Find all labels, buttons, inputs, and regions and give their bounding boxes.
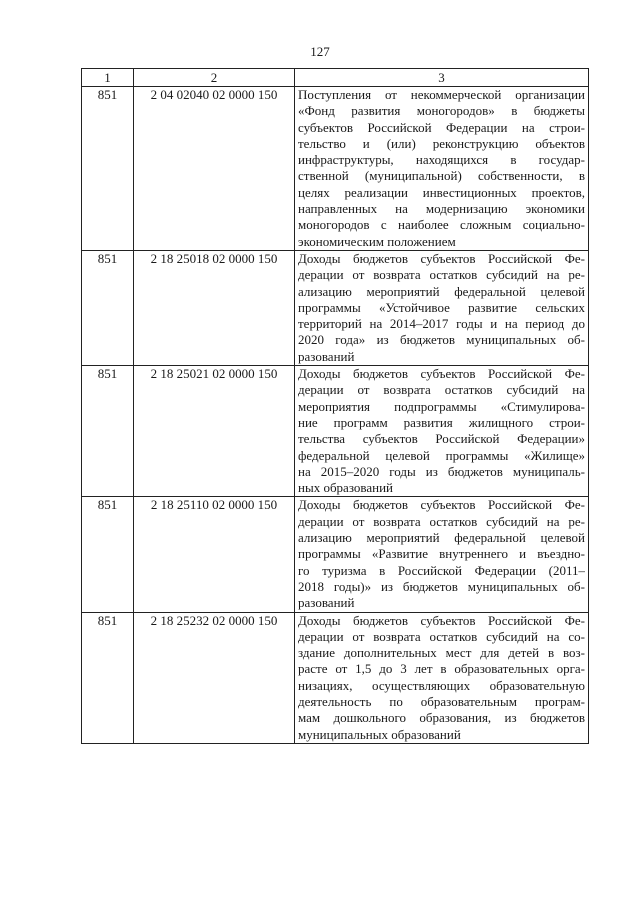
table-row [82,612,589,743]
description-line: «Фонд развития моногородов» в бюджеты [298,103,585,119]
description-line: инфраструктуры, находящихся в государ- [298,152,585,168]
table-row [82,250,589,365]
description-line: здание дополнительных мест для детей в воз- [298,645,585,661]
description-line: целях реализации инвестиционных проектов, [298,184,585,200]
description-line: территорий на 2014–2017 годы и на период до [298,316,585,332]
description-line: субъектов Российской Федерации на строи- [298,119,585,135]
description-line: ственной (муниципальной) собственности, в [298,168,585,184]
budget-income-table [81,68,589,744]
description-line: тельство и (или) реконструкцию объектов [298,135,585,151]
income-code-cell: 2 18 25110 02 0000 150 [134,497,295,612]
description-line: ализацию мероприятий федеральной целевой [298,530,585,546]
admin-code-cell: 851 [82,87,134,251]
income-description-cell [295,497,589,612]
description-line: программы «Устойчивое развитие сельских [298,299,585,315]
description-line: ние программ развития жилищного строи- [298,414,585,430]
description-line: дерации от возврата остатков субсидий на со- [298,628,585,644]
description-line: разований [298,348,355,364]
description-line: низациях, осуществляющих образовательную [298,677,585,693]
description-line: 2018 годы)» из бюджетов муниципальных об- [298,578,585,594]
table-body [82,87,589,744]
description-line: 2020 года» из бюджетов муниципальных об- [298,332,585,348]
description-line: расте от 1,5 до 3 лет в образовательных орга- [298,661,585,677]
column-header-1: 1 [82,69,134,87]
income-code-cell: 2 18 25232 02 0000 150 [134,612,295,743]
description-line: ных образований [298,480,393,496]
page-number: 127 [310,44,330,59]
description-line: федеральной целевой программы «Жилище» [298,447,585,463]
income-description-cell [295,250,589,365]
description-line: Доходы бюджетов субъектов Российской Фе- [298,250,585,266]
description-line: мероприятия подпрограммы «Стимулирова- [298,398,585,414]
description-line: программы «Развитие внутреннего и въездно- [298,546,585,562]
admin-code-cell: 851 [82,612,134,743]
description-line: дерации от возврата остатков субсидий на ре- [298,267,585,283]
description-line: го туризма в Российской Федерации (2011– [298,562,585,578]
table-header-row [82,69,589,87]
description-line: на 2015–2020 годы из бюджетов муниципаль- [298,463,585,479]
description-line: тельства субъектов Российской Федерации» [298,431,585,447]
admin-code-cell: 851 [82,497,134,612]
table-row [82,87,589,251]
admin-code-cell: 851 [82,366,134,497]
column-header-2: 2 [134,69,295,87]
description-line: деятельность по образовательным програм- [298,693,585,709]
description-line: Доходы бюджетов субъектов Российской Фе- [298,366,585,382]
income-description-cell [295,87,589,251]
income-code-cell: 2 18 25021 02 0000 150 [134,366,295,497]
description-line: направленных на модернизацию экономики [298,201,585,217]
table-row [82,497,589,612]
description-line: Поступления от некоммерческой организации [298,87,585,102]
description-line: дерации от возврата остатков субсидий на ре- [298,513,585,529]
income-description-cell [295,366,589,497]
income-code-cell: 2 18 25018 02 0000 150 [134,250,295,365]
column-header-3: 3 [295,69,589,87]
table-row [82,366,589,497]
income-description-cell [295,612,589,743]
admin-code-cell: 851 [82,250,134,365]
description-line: ализацию мероприятий федеральной целевой [298,283,585,299]
description-line: мам дошкольного образования, из бюджетов [298,710,585,726]
income-code-cell: 2 04 02040 02 0000 150 [134,87,295,251]
description-line: разований [298,595,355,611]
description-line: Доходы бюджетов субъектов Российской Фе- [298,497,585,513]
description-line: дерации от возврата остатков субсидий на [298,382,585,398]
description-line: Доходы бюджетов субъектов Российской Фе- [298,612,585,628]
description-line: моногородов с наиболее сложным социально- [298,217,585,233]
description-line: муниципальных образований [298,726,461,742]
description-line: экономическим положением [298,233,456,249]
